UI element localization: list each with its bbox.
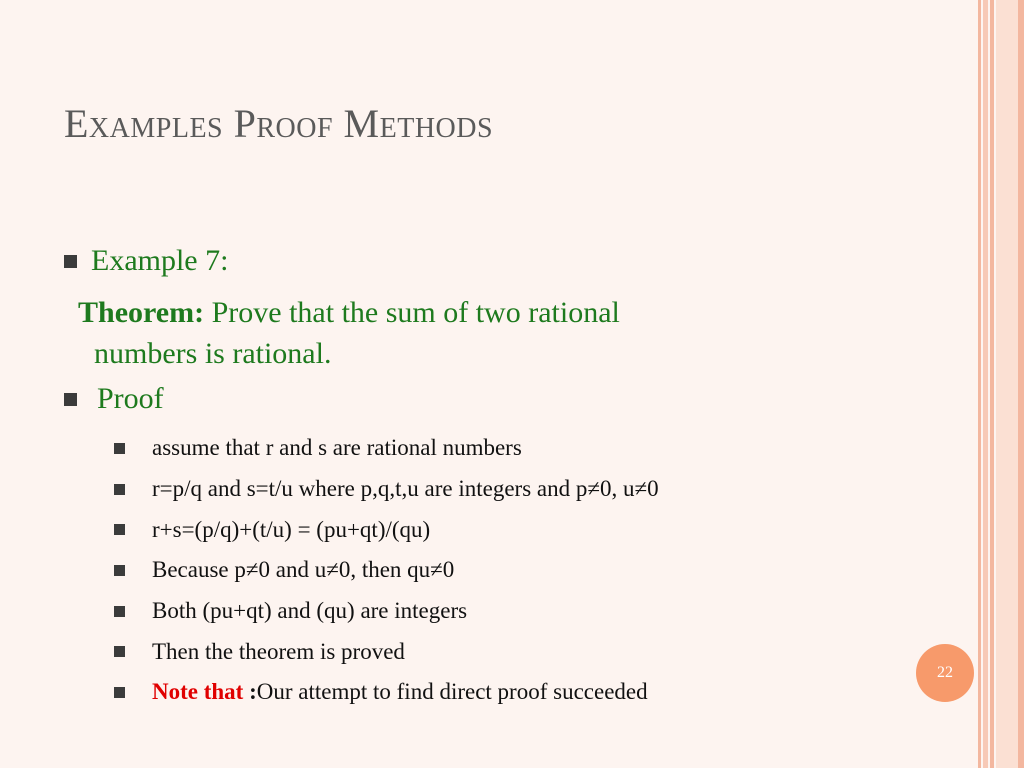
- list-item: Because p≠0 and u≠0, then qu≠0: [114, 550, 659, 591]
- theorem-statement: [78, 292, 838, 374]
- border-stripe: [978, 0, 981, 768]
- border-stripe: [1018, 0, 1024, 768]
- note-text: [152, 679, 648, 705]
- list-item: r+s=(p/q)+(t/u) = (pu+qt)/(qu): [114, 509, 659, 550]
- proof-steps-list: [114, 428, 659, 713]
- note-body: Our attempt to find direct proof succeeded: [256, 679, 648, 705]
- theorem-label: Theorem:: [78, 296, 205, 329]
- page-number-badge: 22: [916, 644, 974, 702]
- example-bullet: [64, 244, 228, 278]
- example-label: Example 7:: [91, 244, 229, 277]
- list-item: assume that r and s are rational numbers: [114, 428, 659, 469]
- theorem-line-1: [78, 292, 838, 333]
- square-bullet-icon: [114, 524, 125, 535]
- theorem-text-1: Prove that the sum of two rational: [211, 296, 620, 329]
- square-bullet-icon: [64, 255, 77, 268]
- square-bullet-icon: [114, 484, 125, 495]
- square-bullet-icon: [114, 606, 125, 617]
- theorem-line-2: numbers is rational.: [94, 337, 332, 370]
- square-bullet-icon: [114, 687, 125, 698]
- note-colon: :: [249, 679, 257, 705]
- slide-title: Examples Proof Methods: [64, 101, 494, 146]
- list-item: Both (pu+qt) and (qu) are integers: [114, 591, 659, 632]
- note-item: [114, 672, 659, 713]
- border-stripe: [983, 0, 988, 768]
- proof-label: Proof: [97, 382, 164, 415]
- list-item: r=p/q and s=t/u where p,q,t,u are integers and p≠0, u≠0: [114, 469, 659, 510]
- note-label: Note that: [152, 679, 244, 705]
- square-bullet-icon: [64, 393, 77, 406]
- square-bullet-icon: [114, 443, 125, 454]
- square-bullet-icon: [114, 565, 125, 576]
- list-item: Then the theorem is proved: [114, 631, 659, 672]
- border-stripe: [990, 0, 994, 768]
- square-bullet-icon: [114, 646, 125, 657]
- proof-bullet: [64, 382, 164, 416]
